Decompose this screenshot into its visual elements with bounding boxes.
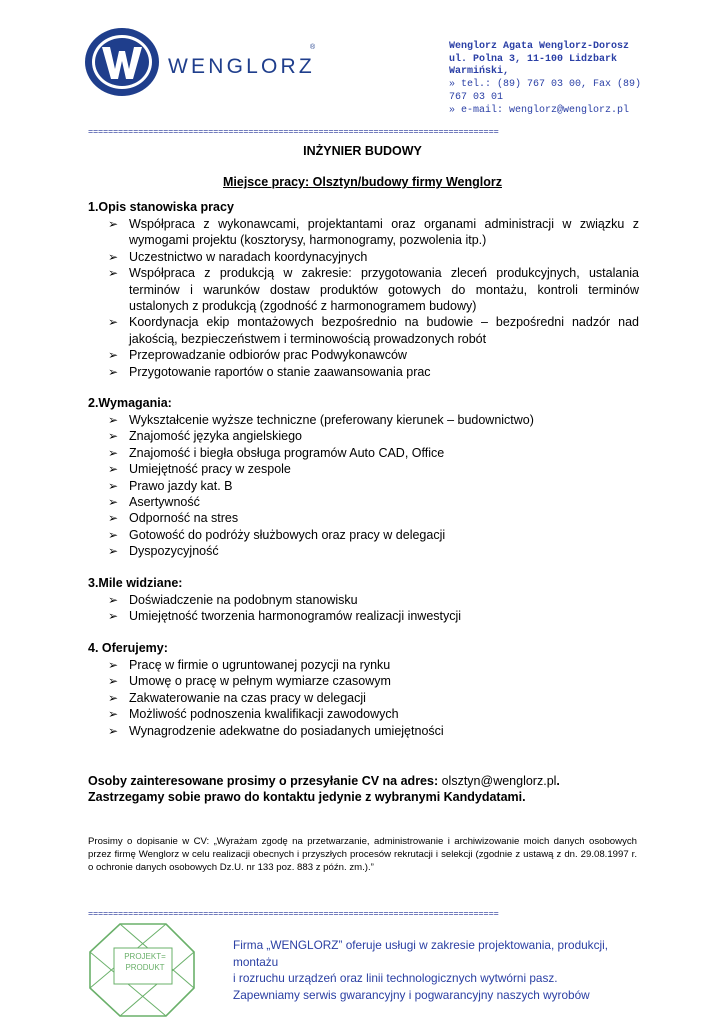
arrow-bullet-icon: ➢ bbox=[108, 266, 119, 281]
arrow-bullet-icon: ➢ bbox=[108, 723, 119, 738]
list-item bbox=[0, 314, 639, 347]
arrow-bullet-icon: ➢ bbox=[108, 511, 119, 526]
arrow-bullet-icon: ➢ bbox=[108, 429, 119, 444]
list-item-text: Znajomość języka angielskiego bbox=[129, 429, 303, 444]
contact-dot: . bbox=[556, 774, 560, 788]
list-item bbox=[0, 592, 639, 608]
list-item-text: Pracę w firmie o ugruntowanej pozycji na rynku bbox=[129, 658, 391, 672]
badge-text bbox=[115, 951, 175, 973]
list-item-text: Gotowość do podróży służbowych oraz pracy w delegacji bbox=[129, 527, 446, 542]
list-item bbox=[0, 216, 639, 249]
section-heading-nice-to-have: 3.Mile widziane: bbox=[88, 576, 183, 590]
footer-company-info bbox=[233, 937, 643, 1003]
bottom-separator: ================================================================================== bbox=[88, 909, 499, 919]
brand-name: WENGLORZ bbox=[168, 55, 315, 78]
address-line: Wenglorz Agata Wenglorz-Dorosz bbox=[449, 41, 630, 52]
offer-list bbox=[0, 657, 639, 739]
requirements-list bbox=[0, 412, 639, 560]
phone-fax-cont: 767 03 01 bbox=[449, 91, 504, 103]
arrow-bullet-icon: ➢ bbox=[108, 593, 119, 607]
list-item bbox=[0, 478, 639, 494]
list-item bbox=[0, 265, 639, 314]
contact-lead: Osoby zainteresowane prosimy o przesyłanie CV na adres: bbox=[88, 774, 439, 788]
list-item-text: Zakwaterowanie na czas pracy w delegacji bbox=[129, 690, 366, 705]
logo-inner-circle bbox=[95, 38, 149, 86]
list-item-text: Odporność na stres bbox=[129, 511, 239, 526]
list-item-text: Możliwość podnoszenia kwalifikacji zawodowych bbox=[129, 707, 399, 722]
nice-to-have-list bbox=[0, 592, 639, 625]
arrow-bullet-icon: ➢ bbox=[108, 217, 119, 231]
list-item bbox=[0, 723, 639, 739]
arrow-bullet-icon: ➢ bbox=[108, 445, 119, 460]
list-item-text: Współpraca z produkcją w zakresie: przygotowania zleceń produkcyjnych, ustalania terminów i warunków dostaw produktów gotowych do montażu, kontroli terminów ustalonych z produkcją (zgodność z harmonogramem budowy) bbox=[129, 266, 639, 314]
address-line: Warmiński, bbox=[449, 66, 510, 78]
section-heading-requirements: 2.Wymagania: bbox=[88, 396, 172, 410]
list-item bbox=[0, 657, 639, 673]
arrow-bullet-icon: ➢ bbox=[108, 364, 119, 379]
arrow-bullet-icon: ➢ bbox=[108, 249, 119, 264]
list-item-text: Przeprowadzanie odbiorów prac Podwykonawców bbox=[129, 348, 407, 363]
email-link[interactable]: » e-mail: wenglorz@wenglorz.pl bbox=[449, 104, 630, 116]
arrow-bullet-icon: ➢ bbox=[108, 707, 119, 722]
section-heading-offer: 4. Oferujemy: bbox=[88, 641, 168, 655]
arrow-bullet-icon: ➢ bbox=[108, 478, 119, 493]
list-item-text: Wykształcenie wyższe techniczne (preferowany kierunek – budownictwo) bbox=[129, 413, 534, 427]
list-item bbox=[0, 706, 639, 722]
list-item-text: Prawo jazdy kat. B bbox=[129, 478, 233, 493]
arrow-bullet-icon: ➢ bbox=[108, 690, 119, 705]
arrow-bullet-icon: ➢ bbox=[108, 315, 119, 330]
footer-line: i rozruchu urządzeń oraz linii technologicznych wytwórni pasz. bbox=[233, 971, 558, 985]
contact-block bbox=[88, 773, 560, 805]
list-item-text: Wynagrodzenie adekwatne do posiadanych umiejętności bbox=[129, 723, 444, 738]
list-item bbox=[0, 461, 639, 477]
arrow-bullet-icon: ➢ bbox=[108, 658, 119, 672]
list-item bbox=[0, 527, 639, 543]
list-item bbox=[0, 543, 639, 559]
consent-clause: Prosimy o dopisanie w CV: „Wyrażam zgodę na przetwarzanie, administrowanie i archiwizowanie moich danych osobowych przez firmę Wenglorz w celu realizacji obecnych i przyszłych procesów rekrutacji i selekcji (zgodnie z ustawą z dn. 29.08.1997 r. o ochronie danych osobowych Dz.U. nr 133 poz. 883 z późn. zm.).” bbox=[88, 836, 637, 873]
description-list bbox=[0, 216, 639, 380]
list-item bbox=[0, 428, 639, 444]
arrow-bullet-icon: ➢ bbox=[108, 674, 119, 689]
list-item-text: Przygotowanie raportów o stanie zaawansowania prac bbox=[129, 364, 431, 379]
arrow-bullet-icon: ➢ bbox=[108, 413, 119, 427]
footer-line: Firma „WENGLORZ” oferuje usługi w zakresie projektowania, produkcji, montażu bbox=[233, 938, 609, 969]
list-item-text: Dyspozycyjność bbox=[129, 544, 219, 559]
list-item-text: Doświadczenie na podobnym stanowisku bbox=[129, 593, 358, 607]
list-item bbox=[0, 249, 639, 265]
arrow-bullet-icon: ➢ bbox=[108, 609, 119, 624]
list-item bbox=[0, 673, 639, 689]
list-item-text: Koordynacja ekip montażowych bezpośrednio na budowie – bezpośredni nadzór nad jakością, bezpieczeństwem i terminowością prowadzonych robót bbox=[129, 315, 639, 346]
list-item bbox=[0, 412, 639, 428]
contact-email-link[interactable]: olsztyn@wenglorz.pl bbox=[438, 774, 557, 788]
list-item-text: Umiejętność pracy w zespole bbox=[129, 462, 291, 477]
top-separator: ================================================================================== bbox=[88, 127, 499, 137]
list-item-text: Współpraca z wykonawcami, projektantami oraz organami administracji w związku z wymogami projektu (kosztorysy, harmonogramy, pozwolenia itp.) bbox=[129, 217, 639, 248]
list-item bbox=[0, 608, 639, 624]
list-item bbox=[0, 510, 639, 526]
address-line: ul. Polna 3, 11-100 Lidzbark bbox=[449, 53, 618, 65]
list-item-text: Znajomość i biegła obsługa programów Auto CAD, Office bbox=[129, 445, 445, 460]
arrow-bullet-icon: ➢ bbox=[108, 462, 119, 477]
list-item bbox=[0, 347, 639, 363]
job-title: INŻYNIER BUDOWY bbox=[303, 144, 422, 158]
phone-fax: » tel.: (89) 767 03 00, Fax (89) bbox=[449, 79, 642, 91]
registered-mark: ® bbox=[310, 44, 316, 51]
list-item bbox=[0, 364, 639, 380]
arrow-bullet-icon: ➢ bbox=[108, 348, 119, 363]
footer-line: Zapewniamy serwis gwarancyjny i pogwarancyjny naszych wyrobów bbox=[233, 987, 590, 1002]
company-address bbox=[449, 41, 649, 117]
badge-line: PROJEKT= bbox=[124, 952, 166, 961]
badge-line: PRODUKT bbox=[125, 963, 165, 972]
workplace-line: Miejsce pracy: Olsztyn/budowy firmy Wenglorz bbox=[223, 175, 502, 189]
list-item-text: Asertywność bbox=[129, 495, 200, 510]
list-item-text: Umowę o pracę w pełnym wymiarze czasowym bbox=[129, 674, 391, 689]
section-heading-description: 1.Opis stanowiska pracy bbox=[88, 200, 234, 214]
arrow-bullet-icon: ➢ bbox=[108, 527, 119, 542]
arrow-bullet-icon: ➢ bbox=[108, 495, 119, 510]
list-item bbox=[0, 690, 639, 706]
list-item-text: Uczestnictwo w naradach koordynacyjnych bbox=[129, 249, 368, 264]
list-item bbox=[0, 494, 639, 510]
contact-reserve: Zastrzegamy sobie prawo do kontaktu jedynie z wybranymi Kandydatami. bbox=[88, 790, 526, 804]
list-item-text: Umiejętność tworzenia harmonogramów realizacji inwestycji bbox=[129, 609, 462, 624]
arrow-bullet-icon: ➢ bbox=[108, 544, 119, 559]
list-item bbox=[0, 445, 639, 461]
